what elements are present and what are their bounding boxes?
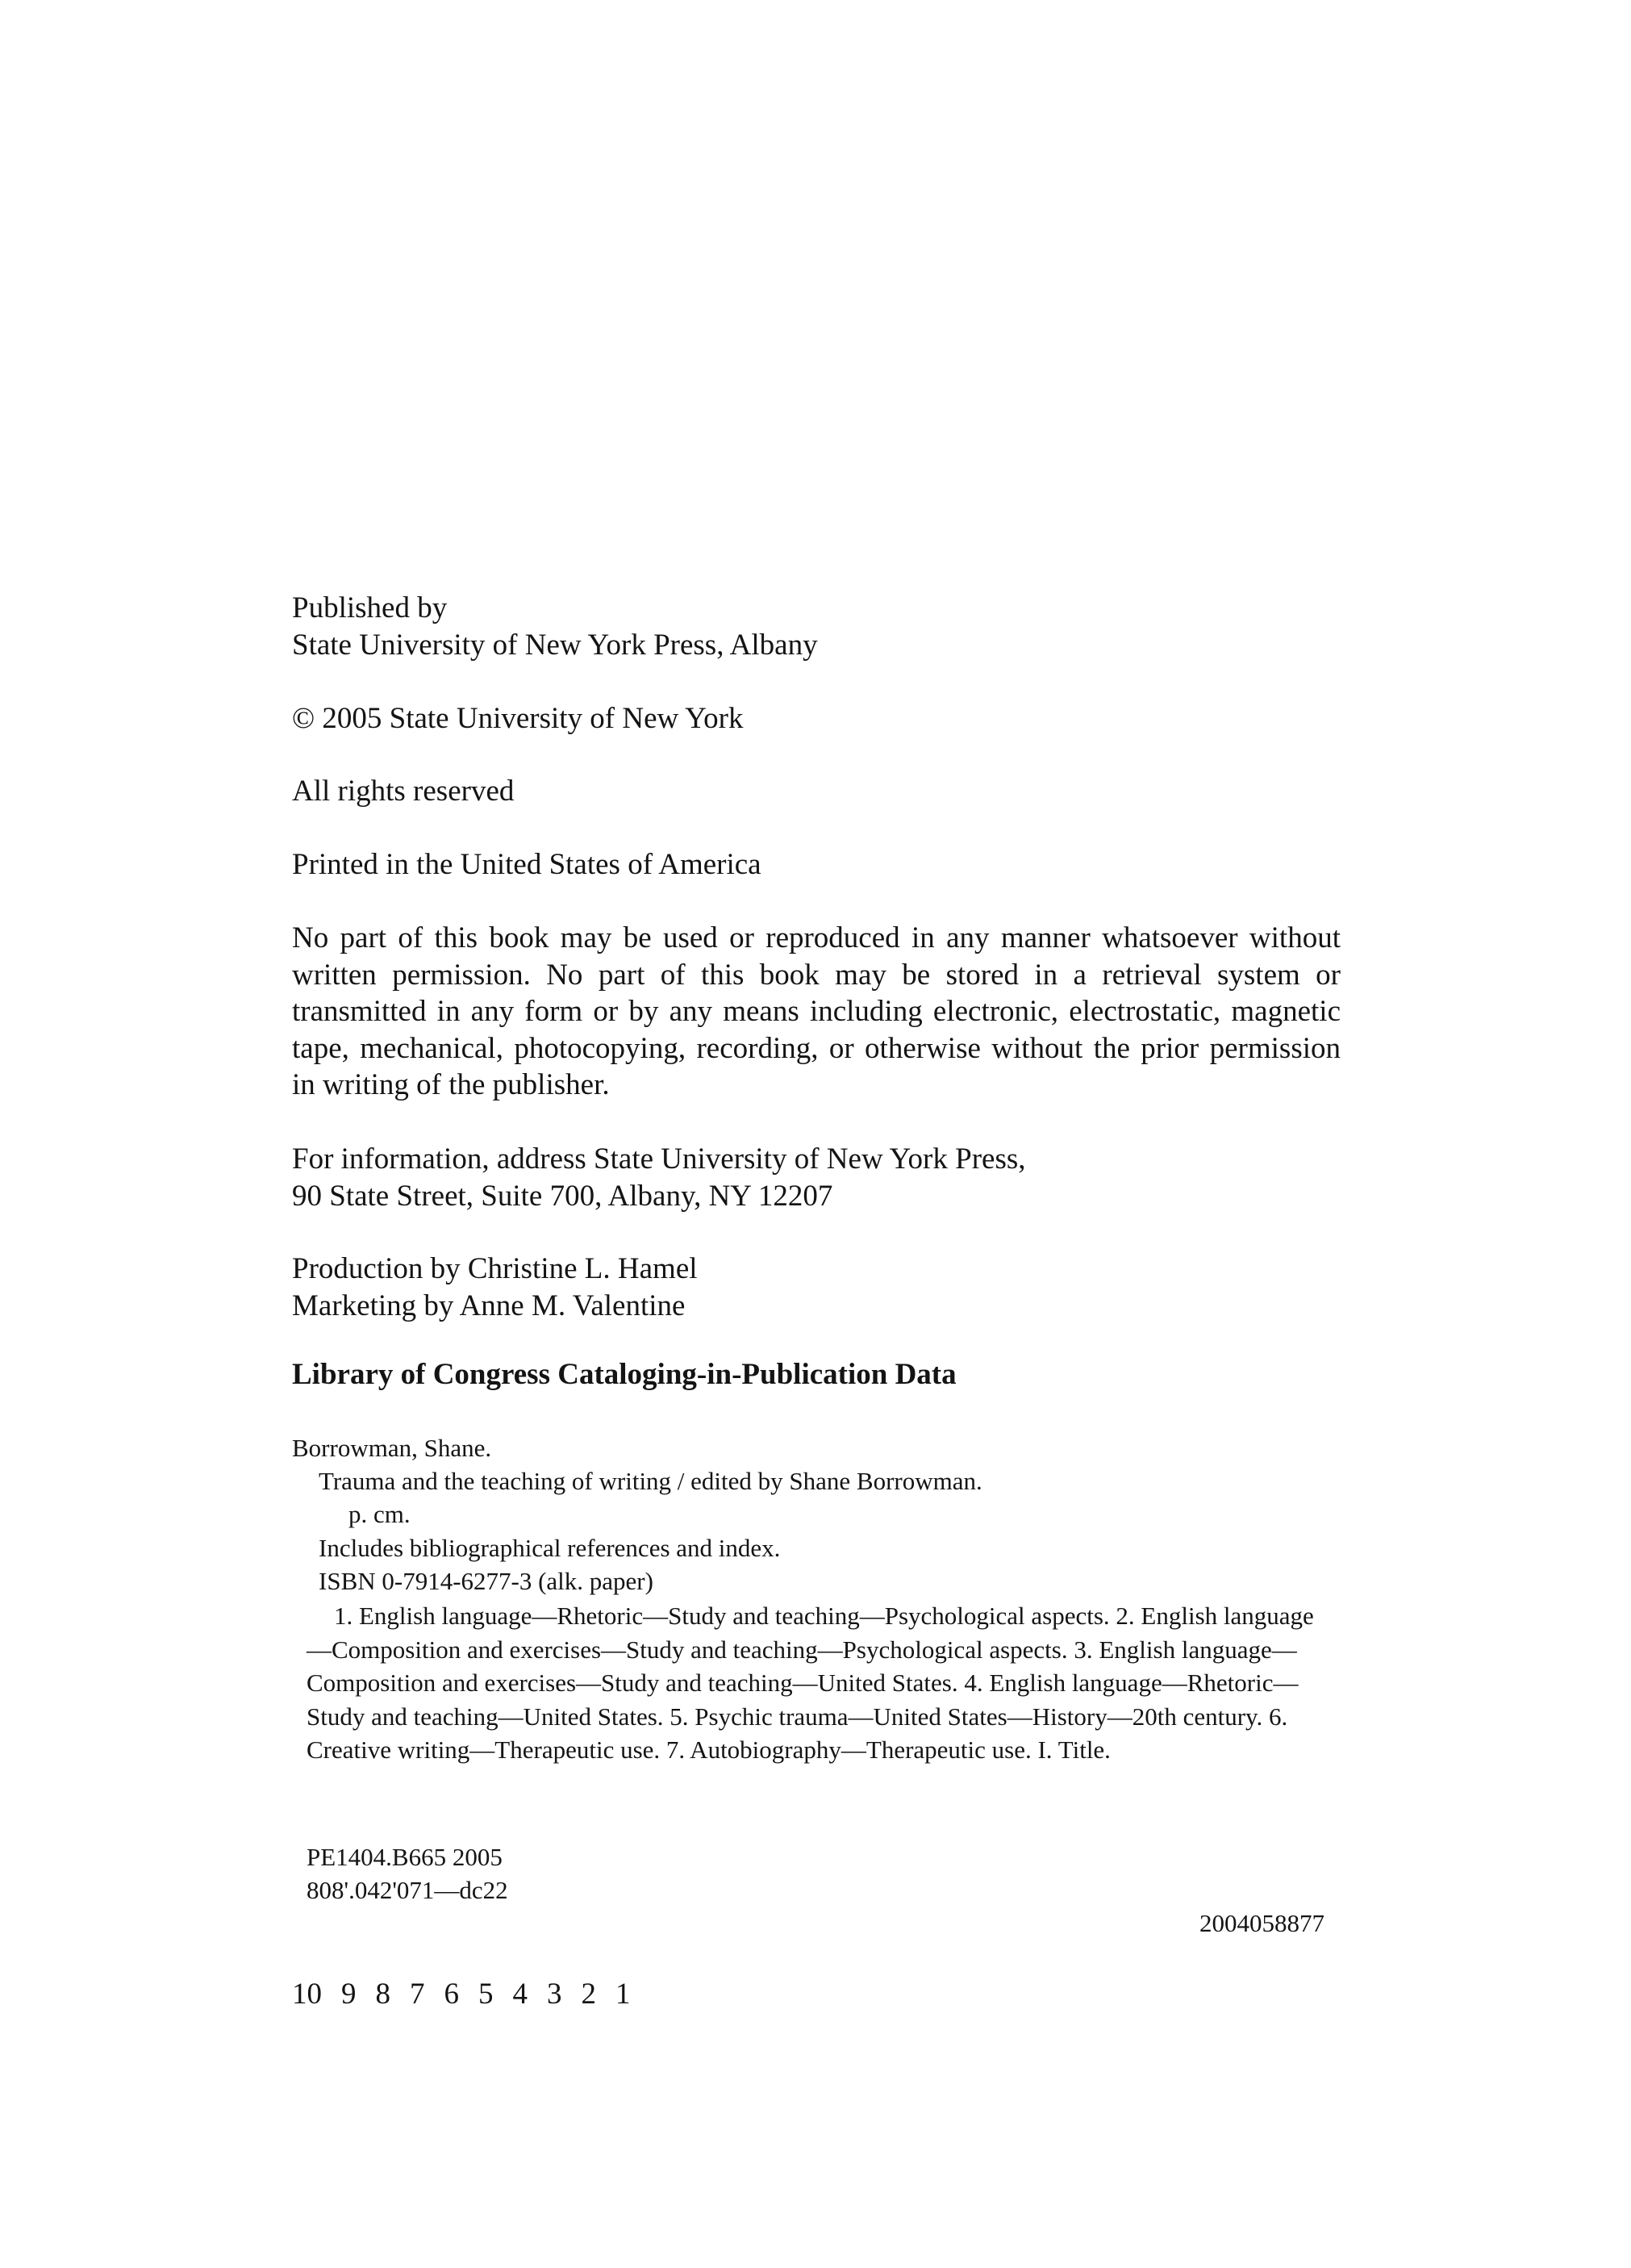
cip-title: Trauma and the teaching of writing / edited by Shane Borrowman. (319, 1467, 982, 1495)
cip-isbn: ISBN 0-7914-6277-3 (alk. paper) (319, 1567, 653, 1595)
cip-includes: Includes bibliographical references and index. (319, 1534, 781, 1562)
print-number: 1 (615, 1978, 631, 2011)
print-number: 7 (410, 1978, 425, 2011)
print-number-line (292, 1976, 650, 2012)
information-block (292, 1141, 1026, 1214)
marketing-credit: Marketing by Anne M. Valentine (292, 1289, 686, 1322)
print-number: 2 (581, 1978, 596, 2011)
cip-heading: Library of Congress Cataloging-in-Publication Data (292, 1358, 957, 1391)
rights-line: All rights reserved (292, 775, 515, 808)
cip-subjects: 1. English language—Rhetoric—Study and teaching—Psychological aspects. 2. English language—Composition and exercises—Study and teaching—Psychological aspects. 3. English language—Composition and exercises—Study and teaching—United States. 4. English language—Rhetoric—Study and teaching—United States. 5. Psychic trauma—United States—History—20th century. 6. Creative writing—Therapeutic use. 7. Autobiography—Therapeutic use. I. Title. (307, 1602, 1314, 1764)
print-number: 9 (341, 1978, 357, 2011)
cip-dewey: 808'.042'071—dc22 (307, 1876, 508, 1904)
published-by: Published by (292, 591, 448, 624)
printed-line: Printed in the United States of America (292, 848, 761, 881)
publisher-name: State University of New York Press, Albany (292, 628, 818, 662)
print-number: 8 (375, 1978, 390, 2011)
print-number: 6 (444, 1978, 459, 2011)
copyright-line: © 2005 State University of New York (292, 702, 744, 735)
print-number: 10 (292, 1978, 322, 2011)
cip-lccn: 2004058877 (1199, 1909, 1324, 1937)
print-number: 5 (478, 1978, 494, 2011)
print-number: 3 (547, 1978, 562, 2011)
information-line-1: For information, address State University of New York Press, (292, 1142, 1026, 1176)
credits-block (292, 1251, 698, 1324)
cip-author: Borrowman, Shane. (292, 1434, 492, 1462)
cip-pages: p. cm. (348, 1500, 411, 1528)
publisher-block (292, 590, 818, 663)
print-number: 4 (512, 1978, 528, 2011)
cip-call-number: PE1404.B665 2005 (307, 1843, 503, 1871)
production-credit: Production by Christine L. Hamel (292, 1252, 698, 1285)
information-line-2: 90 State Street, Suite 700, Albany, NY 12207 (292, 1179, 833, 1213)
permission-notice: No part of this book may be used or reproduced in any manner whatsoever without written permission. No part of this book may be stored in a retrieval system or transmitted in any form or by any means including electronic, electrostatic, magnetic tape, mechanical, photocopying, recording, or otherwise without the prior permission in writing of the publisher. (292, 921, 1341, 1101)
